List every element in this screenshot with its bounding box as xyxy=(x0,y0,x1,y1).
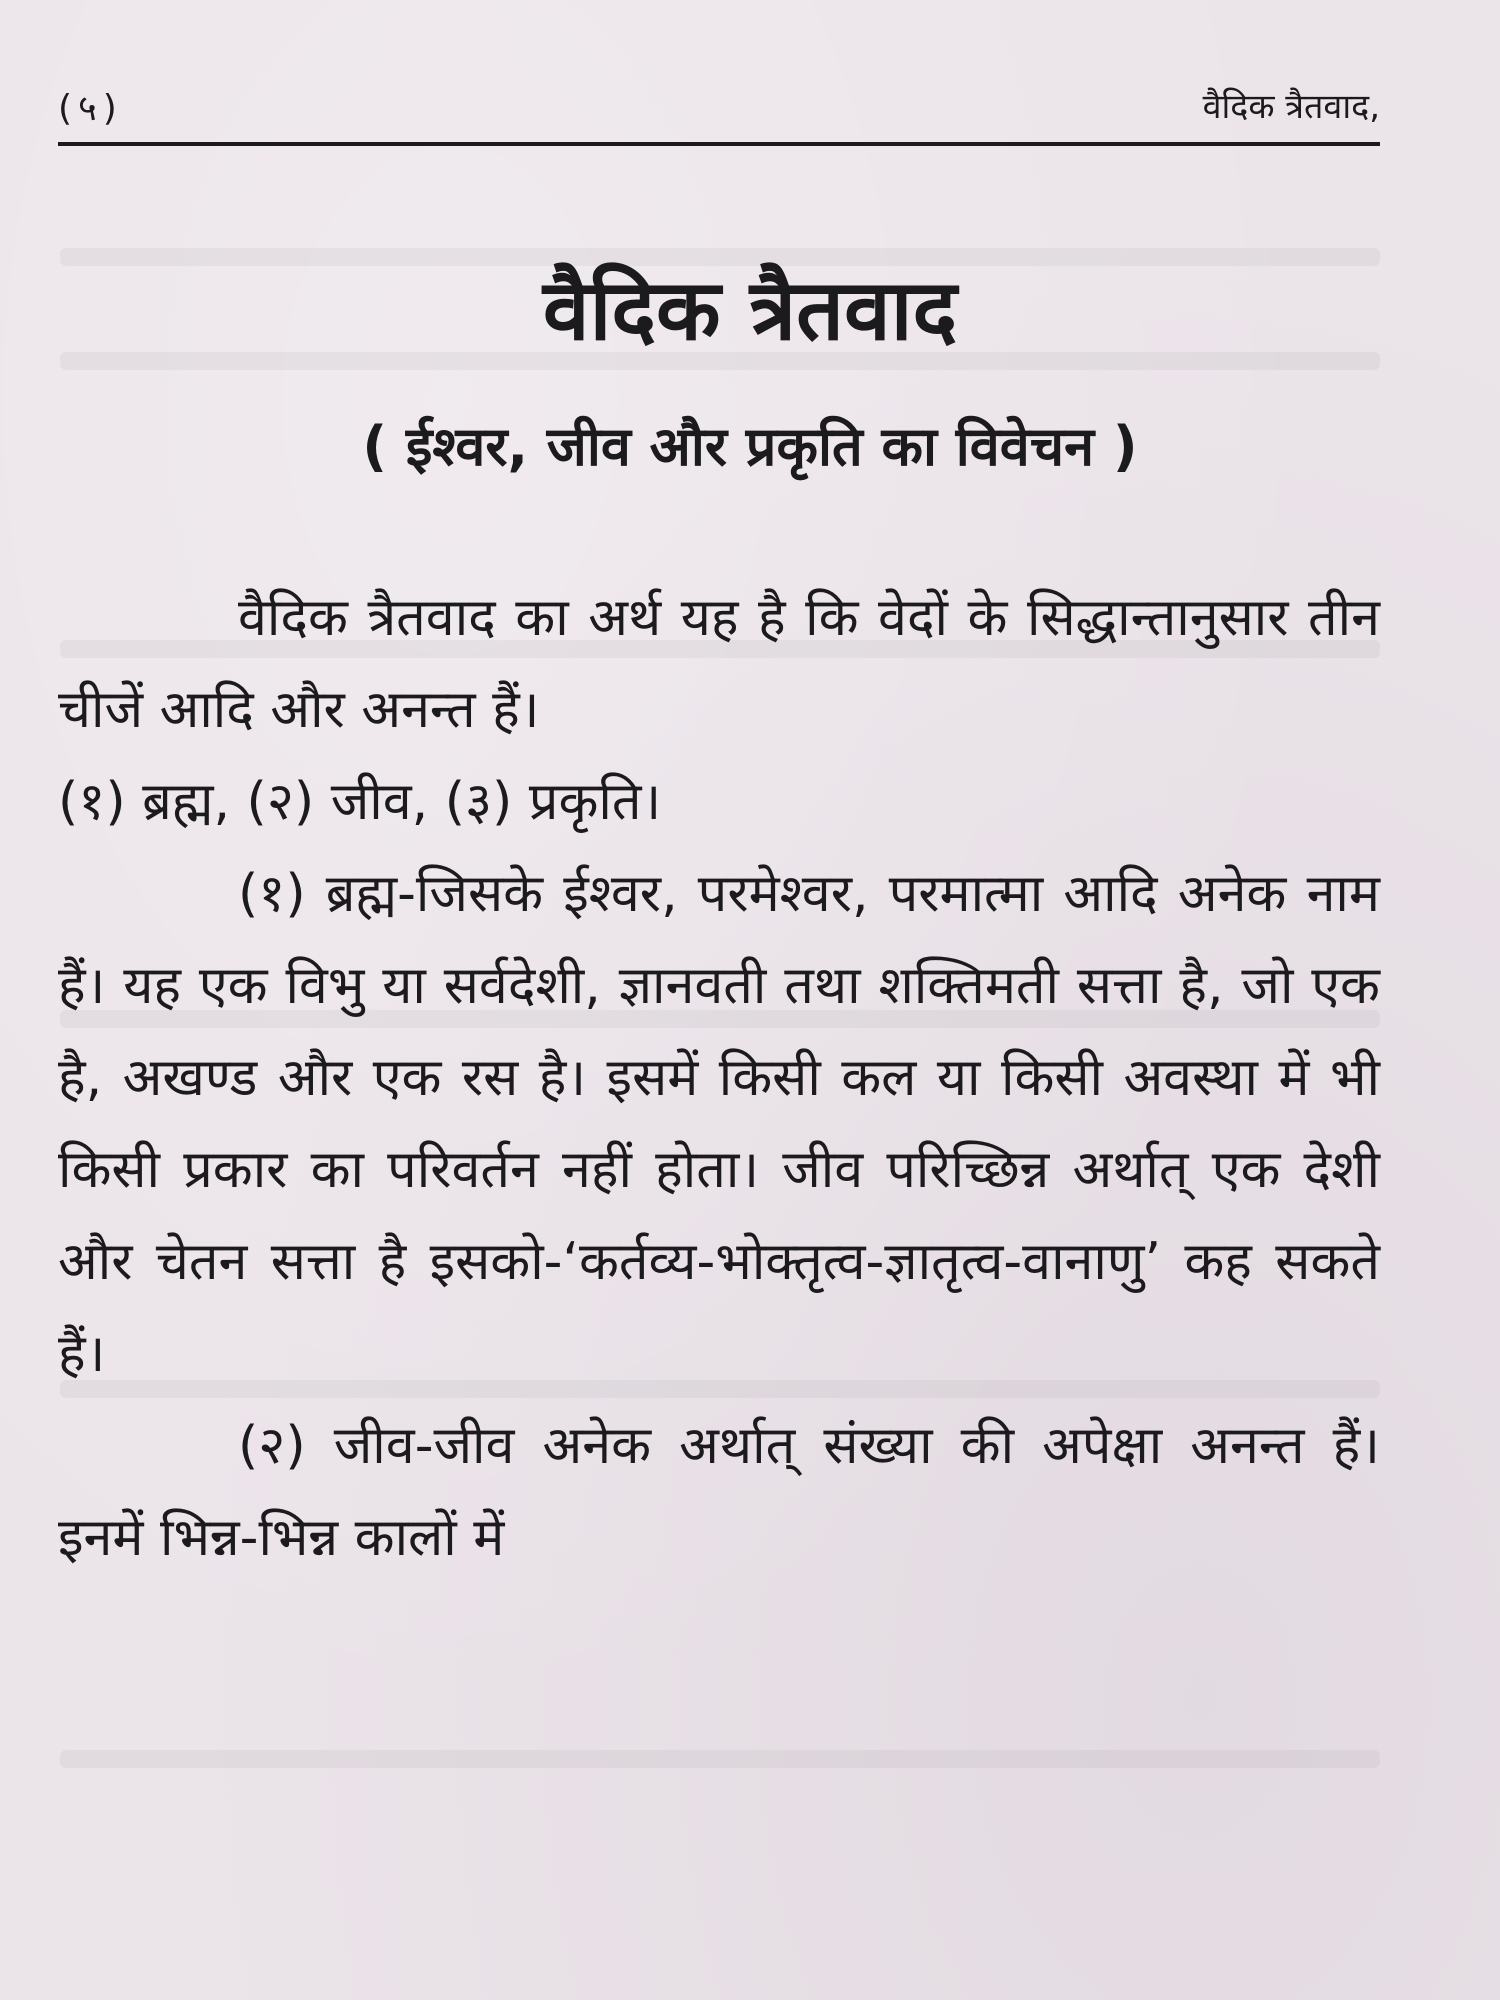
paragraph-list: (१) ब्रह्म, (२) जीव, (३) प्रकृति। xyxy=(58,772,662,832)
paragraph-intro: वैदिक त्रैतवाद का अर्थ यह है कि वेदों के सिद्धान्तानुसार तीन चीजें आदि और अनन्त हैं। xyxy=(58,588,1380,740)
header-rule xyxy=(58,142,1380,146)
page-header xyxy=(58,76,1380,140)
paragraph-jiva: (२) जीव-जीव अनेक अर्थात् संख्या की अपेक्षा अनन्त हैं। इनमें भिन्न-भिन्न कालों में xyxy=(58,1416,1380,1568)
body-text xyxy=(58,572,1380,1584)
paragraph-brahma: (१) ब्रह्म-जिसके ईश्वर, परमेश्वर, परमात्मा आदि अनेक नाम हैं। यह एक विभु या सर्वदेशी, ज्ञानवती तथा शक्तिमती सत्ता है, जो एक है, अखण्ड और एक रस है। इसमें किसी कल या किसी अवस्था में भी किसी प्रकार का परिवर्तन नहीं होता। जीव परिच्छिन्न अर्थात् एक देशी और चेतन सत्ता है इसको-‘कर्तव्य-भोक्तृत्व-ज्ञातृत्व-वानाणु’ कह सकते हैं। xyxy=(58,864,1380,1384)
chapter-subtitle: ( ईश्वर, जीव और प्रकृति का विवेचन ) xyxy=(362,415,1138,478)
chapter-title: वैदिक त्रैतवाद xyxy=(542,261,958,359)
running-title: वैदिक त्रैतवाद, xyxy=(1202,87,1380,127)
page-number: (५) xyxy=(58,88,123,129)
show-through-shade xyxy=(60,1750,1380,1768)
